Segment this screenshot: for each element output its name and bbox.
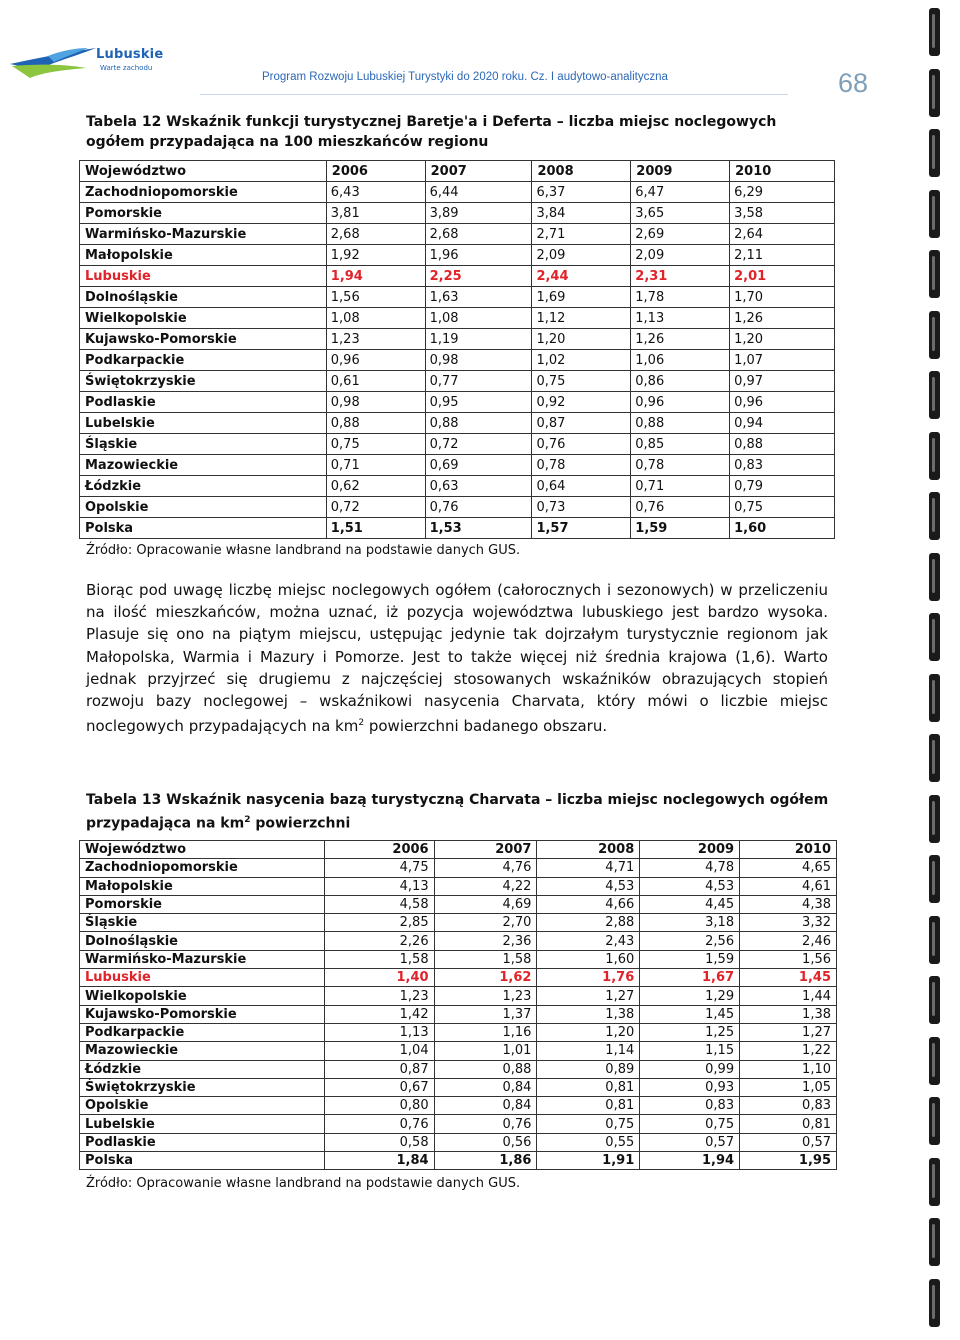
value-cell: 0,78 — [532, 455, 631, 476]
value-cell: 0,83 — [740, 1097, 837, 1115]
table1-source: Źródło: Opracowanie własne landbrand na podstawie danych GUS. — [86, 543, 521, 558]
swoosh-logo-icon — [8, 44, 108, 84]
column-header-year: 2006 — [324, 841, 434, 859]
value-cell: 4,22 — [434, 877, 537, 895]
value-cell: 0,83 — [640, 1097, 740, 1115]
value-cell: 0,96 — [326, 350, 425, 371]
column-header-year: 2009 — [631, 161, 730, 182]
value-cell: 0,95 — [425, 392, 532, 413]
value-cell: 4,61 — [740, 877, 837, 895]
table-row — [80, 203, 835, 224]
table-row — [80, 1078, 837, 1096]
value-cell: 0,84 — [434, 1078, 537, 1096]
value-cell: 1,37 — [434, 1005, 537, 1023]
value-cell: 1,05 — [740, 1078, 837, 1096]
column-header-year: 2006 — [326, 161, 425, 182]
value-cell: 0,76 — [631, 497, 730, 518]
value-cell: 1,60 — [537, 950, 640, 968]
paragraph-sup: 2 — [358, 718, 365, 729]
region-cell: Małopolskie — [80, 245, 327, 266]
value-cell: 1,84 — [324, 1152, 434, 1170]
spiral-ring — [929, 371, 940, 419]
value-cell: 1,60 — [730, 518, 835, 539]
value-cell: 0,71 — [326, 455, 425, 476]
region-cell: Łódzkie — [80, 476, 327, 497]
value-cell: 0,94 — [730, 413, 835, 434]
region-cell: Podkarpackie — [80, 350, 327, 371]
region-cell: Opolskie — [80, 497, 327, 518]
table-row — [80, 266, 835, 287]
value-cell: 1,04 — [324, 1042, 434, 1060]
value-cell: 4,76 — [434, 859, 537, 877]
table1 — [79, 160, 835, 539]
value-cell: 1,01 — [434, 1042, 537, 1060]
spiral-binding — [924, 0, 954, 1340]
value-cell: 2,70 — [434, 914, 537, 932]
region-cell: Podlaskie — [80, 392, 327, 413]
value-cell: 6,47 — [631, 182, 730, 203]
column-header-year: 2010 — [740, 841, 837, 859]
value-cell: 2,25 — [425, 266, 532, 287]
region-cell: Śląskie — [80, 434, 327, 455]
value-cell: 1,07 — [730, 350, 835, 371]
region-cell: Polska — [80, 1152, 325, 1170]
column-header-year: 2007 — [434, 841, 537, 859]
value-cell: 0,99 — [640, 1060, 740, 1078]
table1-caption: Tabela 12 Wskaźnik funkcji turystycznej Baretje'a i Deferta – liczba miejsc noclegowych ogółem przypadająca na 100 mieszkańców regionu — [86, 114, 777, 150]
value-cell: 2,68 — [326, 224, 425, 245]
value-cell: 1,26 — [631, 329, 730, 350]
table-row — [80, 329, 835, 350]
table-row — [80, 1005, 837, 1023]
value-cell: 2,44 — [532, 266, 631, 287]
region-cell: Lubuskie — [80, 969, 325, 987]
value-cell: 0,88 — [425, 413, 532, 434]
value-cell: 1,45 — [740, 969, 837, 987]
value-cell: 0,57 — [640, 1133, 740, 1151]
value-cell: 4,58 — [324, 895, 434, 913]
spiral-ring — [929, 250, 940, 298]
value-cell: 1,56 — [326, 287, 425, 308]
value-cell: 1,23 — [324, 987, 434, 1005]
region-cell: Zachodniopomorskie — [80, 182, 327, 203]
region-cell: Kujawsko-Pomorskie — [80, 1005, 325, 1023]
value-cell: 3,58 — [730, 203, 835, 224]
table-row — [80, 476, 835, 497]
value-cell: 1,26 — [730, 308, 835, 329]
region-cell: Łódzkie — [80, 1060, 325, 1078]
value-cell: 0,76 — [434, 1115, 537, 1133]
value-cell: 2,69 — [631, 224, 730, 245]
table-row — [80, 877, 837, 895]
table2-header-row — [80, 841, 837, 859]
value-cell: 0,55 — [537, 1133, 640, 1151]
region-cell: Warmińsko-Mazurskie — [80, 224, 327, 245]
paragraph-text: Biorąc pod uwagę liczbę miejsc noclegowych ogółem (całorocznych i sezonowych) w przeliczeniu na ilość mieszkańców, można uznać, iż pozycja województwa lubuskiego jest bardzo wysoka. Plasuje się ono na piątym miejscu, ustępując jedynie tak dojrzałym turystycznie regionom jak Małopolska, Warmia i Mazury i Pomorze. Jest to także więcej niż średnia krajowa (1,6). Warto jednak przyjrzeć się drugiemu z najczęściej stosowanych wskaźników obrazujących stopień rozwoju bazy noclegowej – wskaźnikowi nasycenia Charvata, który mówi o liczbie miejsc noclegowych przypadających na km — [86, 581, 828, 736]
region-cell: Polska — [80, 518, 327, 539]
value-cell: 1,91 — [537, 1152, 640, 1170]
table-row — [80, 350, 835, 371]
value-cell: 0,73 — [532, 497, 631, 518]
value-cell: 3,32 — [740, 914, 837, 932]
value-cell: 0,75 — [532, 371, 631, 392]
value-cell: 0,64 — [532, 476, 631, 497]
value-cell: 6,37 — [532, 182, 631, 203]
value-cell: 3,81 — [326, 203, 425, 224]
spiral-ring — [929, 916, 940, 964]
column-header-year: 2009 — [640, 841, 740, 859]
table-row — [80, 518, 835, 539]
value-cell: 1,42 — [324, 1005, 434, 1023]
table-row — [80, 1133, 837, 1151]
value-cell: 4,45 — [640, 895, 740, 913]
value-cell: 0,75 — [537, 1115, 640, 1133]
value-cell: 1,40 — [324, 969, 434, 987]
value-cell: 1,94 — [326, 266, 425, 287]
value-cell: 1,20 — [532, 329, 631, 350]
table-row — [80, 497, 835, 518]
value-cell: 2,71 — [532, 224, 631, 245]
logo-tagline: Warte zachodu — [100, 64, 153, 72]
region-cell: Podkarpackie — [80, 1023, 325, 1041]
value-cell: 0,92 — [532, 392, 631, 413]
table1-header-row — [80, 161, 835, 182]
table-row — [80, 413, 835, 434]
spiral-ring — [929, 734, 940, 782]
table-row — [80, 1152, 837, 1170]
value-cell: 1,57 — [532, 518, 631, 539]
value-cell: 2,46 — [740, 932, 837, 950]
region-cell: Świętokrzyskie — [80, 1078, 325, 1096]
region-cell: Lubuskie — [80, 266, 327, 287]
value-cell: 1,58 — [324, 950, 434, 968]
value-cell: 0,85 — [631, 434, 730, 455]
value-cell: 0,80 — [324, 1097, 434, 1115]
value-cell: 4,75 — [324, 859, 434, 877]
value-cell: 1,20 — [730, 329, 835, 350]
value-cell: 2,09 — [532, 245, 631, 266]
value-cell: 1,86 — [434, 1152, 537, 1170]
value-cell: 0,81 — [537, 1097, 640, 1115]
column-header-region: Województwo — [80, 841, 325, 859]
table-row — [80, 950, 837, 968]
value-cell: 1,15 — [640, 1042, 740, 1060]
value-cell: 4,38 — [740, 895, 837, 913]
value-cell: 0,88 — [631, 413, 730, 434]
value-cell: 1,13 — [324, 1023, 434, 1041]
value-cell: 0,93 — [640, 1078, 740, 1096]
value-cell: 0,62 — [326, 476, 425, 497]
value-cell: 0,71 — [631, 476, 730, 497]
region-cell: Pomorskie — [80, 895, 325, 913]
table-row — [80, 969, 837, 987]
region-cell: Świętokrzyskie — [80, 371, 327, 392]
value-cell: 1,29 — [640, 987, 740, 1005]
spiral-ring — [929, 190, 940, 238]
value-cell: 1,96 — [425, 245, 532, 266]
region-cell: Mazowieckie — [80, 455, 327, 476]
value-cell: 1,13 — [631, 308, 730, 329]
spiral-ring — [929, 855, 940, 903]
value-cell: 0,96 — [730, 392, 835, 413]
value-cell: 0,56 — [434, 1133, 537, 1151]
spiral-ring — [929, 8, 940, 56]
region-cell: Lubelskie — [80, 1115, 325, 1133]
region-cell: Pomorskie — [80, 203, 327, 224]
page-number: 68 — [838, 68, 869, 98]
spiral-ring — [929, 1158, 940, 1206]
value-cell: 1,14 — [537, 1042, 640, 1060]
value-cell: 0,88 — [326, 413, 425, 434]
value-cell: 2,11 — [730, 245, 835, 266]
value-cell: 0,97 — [730, 371, 835, 392]
value-cell: 0,88 — [730, 434, 835, 455]
spiral-ring — [929, 311, 940, 359]
value-cell: 0,81 — [740, 1115, 837, 1133]
value-cell: 1,67 — [640, 969, 740, 987]
table-row — [80, 1060, 837, 1078]
spiral-ring — [929, 795, 940, 843]
value-cell: 2,56 — [640, 932, 740, 950]
value-cell: 1,27 — [537, 987, 640, 1005]
value-cell: 4,66 — [537, 895, 640, 913]
table-row — [80, 1115, 837, 1133]
value-cell: 0,78 — [631, 455, 730, 476]
value-cell: 1,20 — [537, 1023, 640, 1041]
value-cell: 1,70 — [730, 287, 835, 308]
value-cell: 1,59 — [631, 518, 730, 539]
value-cell: 4,71 — [537, 859, 640, 877]
value-cell: 1,51 — [326, 518, 425, 539]
value-cell: 1,56 — [740, 950, 837, 968]
region-cell: Wielkopolskie — [80, 987, 325, 1005]
table-row — [80, 392, 835, 413]
value-cell: 2,43 — [537, 932, 640, 950]
value-cell: 1,27 — [740, 1023, 837, 1041]
spiral-ring — [929, 553, 940, 601]
table-row — [80, 287, 835, 308]
value-cell: 1,19 — [425, 329, 532, 350]
value-cell: 2,68 — [425, 224, 532, 245]
value-cell: 3,65 — [631, 203, 730, 224]
value-cell: 6,44 — [425, 182, 532, 203]
column-header-year: 2008 — [532, 161, 631, 182]
region-cell: Warmińsko-Mazurskie — [80, 950, 325, 968]
paragraph-tail: powierzchni badanego obszaru. — [364, 717, 608, 736]
value-cell: 4,78 — [640, 859, 740, 877]
table-row — [80, 987, 837, 1005]
table-row — [80, 914, 837, 932]
header-divider — [200, 94, 788, 95]
value-cell: 0,67 — [324, 1078, 434, 1096]
value-cell: 1,22 — [740, 1042, 837, 1060]
value-cell: 0,76 — [324, 1115, 434, 1133]
value-cell: 1,08 — [326, 308, 425, 329]
value-cell: 1,45 — [640, 1005, 740, 1023]
value-cell: 1,12 — [532, 308, 631, 329]
table-row — [80, 1097, 837, 1115]
value-cell: 0,79 — [730, 476, 835, 497]
value-cell: 0,58 — [324, 1133, 434, 1151]
value-cell: 0,88 — [434, 1060, 537, 1078]
spiral-ring — [929, 976, 940, 1024]
value-cell: 2,01 — [730, 266, 835, 287]
value-cell: 0,75 — [730, 497, 835, 518]
value-cell: 0,72 — [425, 434, 532, 455]
value-cell: 1,23 — [326, 329, 425, 350]
spiral-ring — [929, 1037, 940, 1085]
value-cell: 4,69 — [434, 895, 537, 913]
value-cell: 0,63 — [425, 476, 532, 497]
value-cell: 4,53 — [537, 877, 640, 895]
region-cell: Opolskie — [80, 1097, 325, 1115]
table-row — [80, 308, 835, 329]
region-cell: Zachodniopomorskie — [80, 859, 325, 877]
table2-caption-tail: powierzchni — [250, 815, 351, 832]
value-cell: 2,64 — [730, 224, 835, 245]
value-cell: 1,25 — [640, 1023, 740, 1041]
value-cell: 0,77 — [425, 371, 532, 392]
value-cell: 2,88 — [537, 914, 640, 932]
value-cell: 1,44 — [740, 987, 837, 1005]
table2-caption — [86, 790, 836, 834]
value-cell: 1,76 — [537, 969, 640, 987]
value-cell: 2,26 — [324, 932, 434, 950]
value-cell: 1,23 — [434, 987, 537, 1005]
table-row — [80, 224, 835, 245]
value-cell: 1,38 — [537, 1005, 640, 1023]
spiral-ring — [929, 1218, 940, 1266]
spiral-ring — [929, 1097, 940, 1145]
region-cell: Mazowieckie — [80, 1042, 325, 1060]
region-cell: Śląskie — [80, 914, 325, 932]
spiral-ring — [929, 129, 940, 177]
table-row — [80, 182, 835, 203]
spiral-ring — [929, 492, 940, 540]
value-cell: 1,38 — [740, 1005, 837, 1023]
value-cell: 1,06 — [631, 350, 730, 371]
value-cell: 2,36 — [434, 932, 537, 950]
region-cell: Lubelskie — [80, 413, 327, 434]
value-cell: 4,53 — [640, 877, 740, 895]
table-row — [80, 932, 837, 950]
value-cell: 0,98 — [326, 392, 425, 413]
table2-source: Źródło: Opracowanie własne landbrand na podstawie danych GUS. — [86, 1176, 521, 1191]
table-row — [80, 1023, 837, 1041]
table-row — [80, 859, 837, 877]
column-header-year: 2010 — [730, 161, 835, 182]
value-cell: 6,43 — [326, 182, 425, 203]
value-cell: 1,59 — [640, 950, 740, 968]
region-cell: Małopolskie — [80, 877, 325, 895]
table2-caption-sup: 2 — [244, 815, 251, 825]
value-cell: 0,86 — [631, 371, 730, 392]
body-paragraph — [86, 579, 828, 737]
value-cell: 0,76 — [425, 497, 532, 518]
value-cell: 1,92 — [326, 245, 425, 266]
value-cell: 1,02 — [532, 350, 631, 371]
table2-caption-text: Tabela 13 Wskaźnik nasycenia bazą turystyczną Charvata – liczba miejsc noclegowych ogółem przypadająca na km — [86, 792, 829, 832]
region-cell: Podlaskie — [80, 1133, 325, 1151]
program-title: Program Rozwoju Lubuskiej Turystyki do 2020 roku. Cz. I audytowo-analityczna — [262, 71, 668, 83]
value-cell: 4,13 — [324, 877, 434, 895]
value-cell: 1,58 — [434, 950, 537, 968]
value-cell: 0,81 — [537, 1078, 640, 1096]
value-cell: 1,62 — [434, 969, 537, 987]
region-cell: Kujawsko-Pomorskie — [80, 329, 327, 350]
value-cell: 3,18 — [640, 914, 740, 932]
value-cell: 1,69 — [532, 287, 631, 308]
value-cell: 3,89 — [425, 203, 532, 224]
spiral-ring — [929, 432, 940, 480]
value-cell: 2,31 — [631, 266, 730, 287]
value-cell: 1,95 — [740, 1152, 837, 1170]
value-cell: 2,09 — [631, 245, 730, 266]
value-cell: 0,96 — [631, 392, 730, 413]
value-cell: 0,69 — [425, 455, 532, 476]
value-cell: 0,57 — [740, 1133, 837, 1151]
value-cell: 0,84 — [434, 1097, 537, 1115]
value-cell: 3,84 — [532, 203, 631, 224]
value-cell: 2,85 — [324, 914, 434, 932]
spiral-ring — [929, 1279, 940, 1327]
value-cell: 0,76 — [532, 434, 631, 455]
column-header-year: 2007 — [425, 161, 532, 182]
value-cell: 0,61 — [326, 371, 425, 392]
value-cell: 0,83 — [730, 455, 835, 476]
spiral-ring — [929, 613, 940, 661]
value-cell: 0,72 — [326, 497, 425, 518]
value-cell: 1,16 — [434, 1023, 537, 1041]
region-cell: Dolnośląskie — [80, 932, 325, 950]
value-cell: 0,87 — [324, 1060, 434, 1078]
table-row — [80, 434, 835, 455]
value-cell: 1,53 — [425, 518, 532, 539]
column-header-region: Województwo — [80, 161, 327, 182]
table-row — [80, 371, 835, 392]
table2 — [79, 840, 837, 1170]
column-header-year: 2008 — [537, 841, 640, 859]
value-cell: 1,08 — [425, 308, 532, 329]
value-cell: 1,94 — [640, 1152, 740, 1170]
table-row — [80, 455, 835, 476]
value-cell: 1,63 — [425, 287, 532, 308]
value-cell: 6,29 — [730, 182, 835, 203]
value-cell: 1,78 — [631, 287, 730, 308]
value-cell: 1,10 — [740, 1060, 837, 1078]
value-cell: 0,98 — [425, 350, 532, 371]
logo-name: Lubuskie — [96, 47, 164, 62]
table-row — [80, 245, 835, 266]
value-cell: 0,89 — [537, 1060, 640, 1078]
value-cell: 0,75 — [640, 1115, 740, 1133]
value-cell: 0,87 — [532, 413, 631, 434]
table-row — [80, 895, 837, 913]
value-cell: 4,65 — [740, 859, 837, 877]
table-row — [80, 1042, 837, 1060]
spiral-ring — [929, 69, 940, 117]
spiral-ring — [929, 674, 940, 722]
region-cell: Wielkopolskie — [80, 308, 327, 329]
value-cell: 0,75 — [326, 434, 425, 455]
lubuskie-logo — [8, 44, 164, 94]
region-cell: Dolnośląskie — [80, 287, 327, 308]
